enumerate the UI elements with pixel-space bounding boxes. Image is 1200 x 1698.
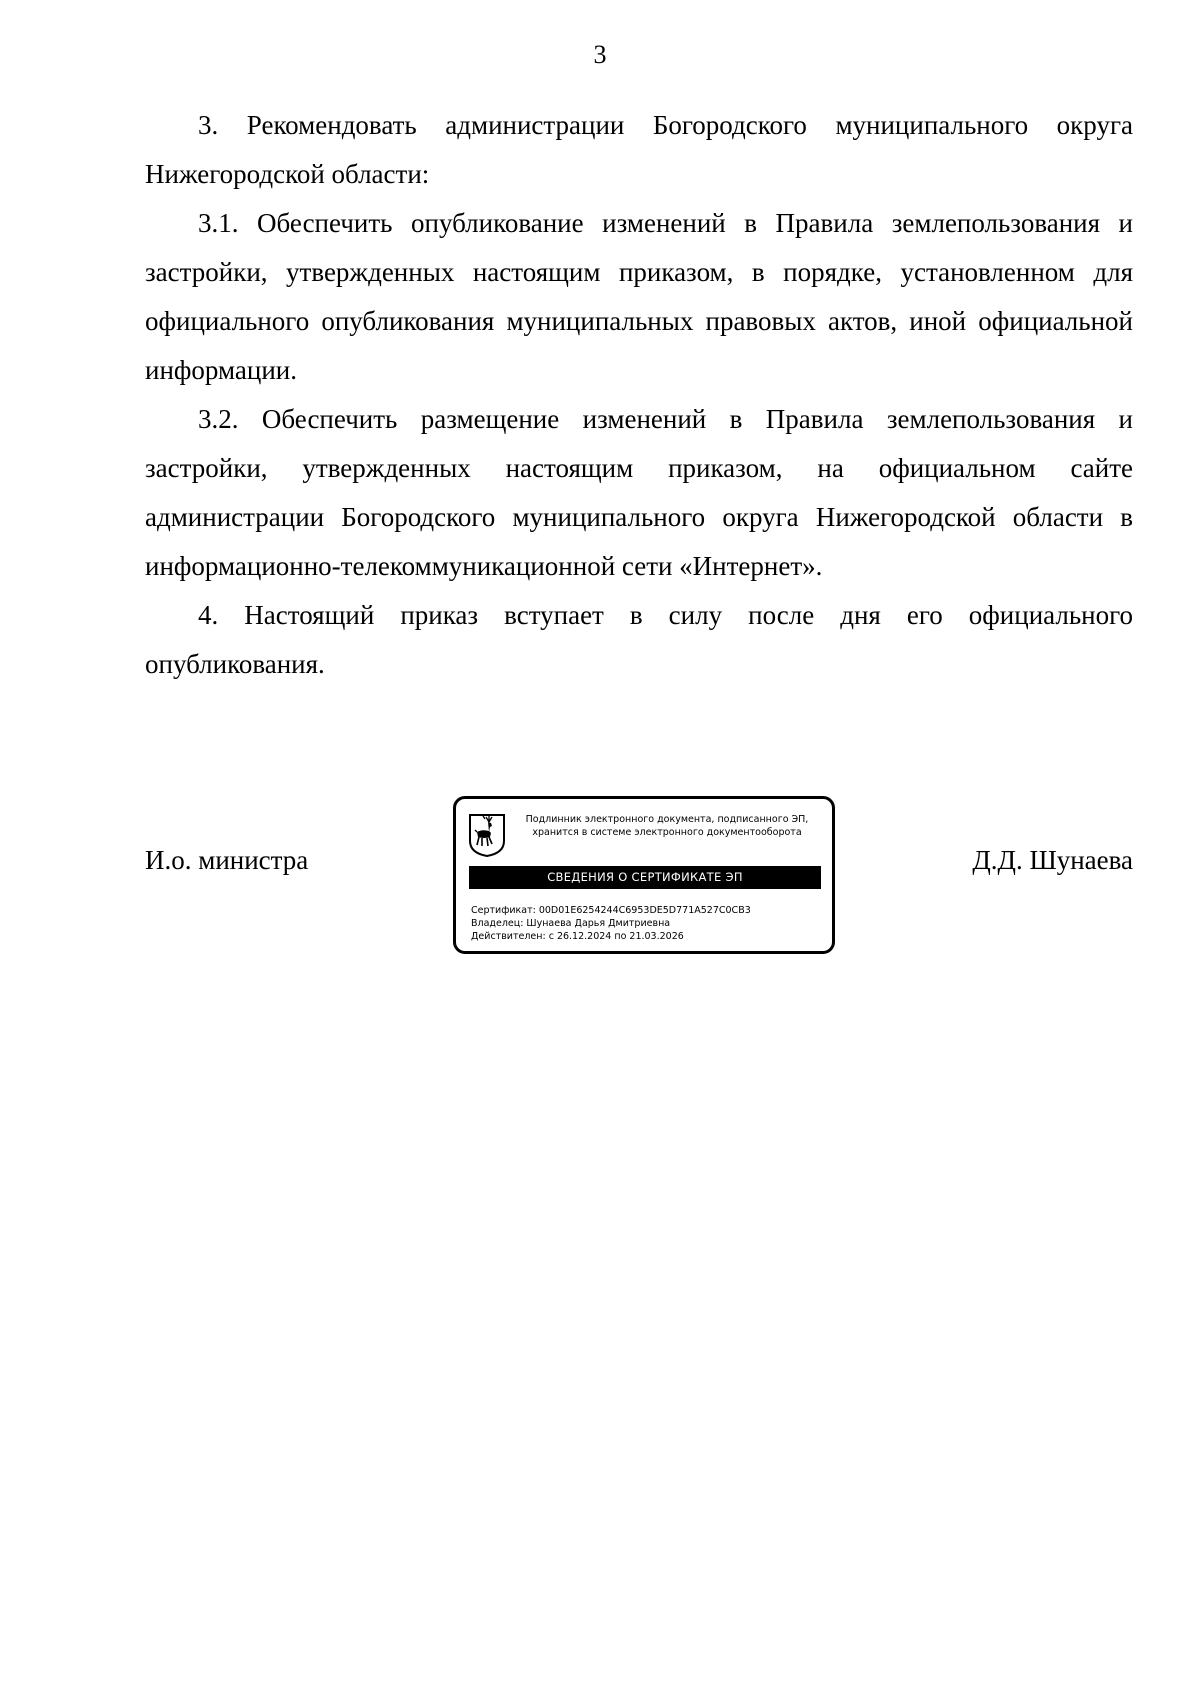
certificate-info-bar: СВЕДЕНИЯ О СЕРТИФИКАТЕ ЭП: [469, 866, 821, 889]
certificate-owner: Владелец: Шунаева Дарья Дмитриевна: [471, 918, 671, 929]
paragraph-3: 3. Рекомендовать администрации Богородского муниципального округа Нижегородской области:: [145, 110, 1133, 189]
signer-title: И.о. министра: [145, 845, 309, 875]
document-body: [145, 101, 1133, 689]
stamp-header-line2: хранится в системе электронного документооборота: [532, 827, 802, 838]
stamp-header-line1: Подлинник электронного документа, подписанного ЭП,: [525, 814, 809, 825]
paragraph-3-1: 3.1. Обеспечить опубликование изменений в Правила землепользования и застройки, утвержденных настоящим приказом, в порядке, установленном для официального опубликования муниципальных правовых актов, иной официальной информации.: [145, 208, 1133, 385]
paragraph-3-2: 3.2. Обеспечить размещение изменений в Правила землепользования и застройки, утвержденных настоящим приказом, на официальном сайте администрации Богородского муниципального округа Нижегородской области в информационно-телекоммуникационной сети «Интернет».: [145, 404, 1133, 581]
certificate-details: [471, 904, 826, 943]
stamp-header: [508, 813, 826, 839]
certificate-number: Сертификат: 00D01E6254244C6953DE5D771A527C0CB3: [471, 905, 751, 916]
electronic-signature-stamp: [453, 796, 835, 954]
certificate-validity: Действителен: с 26.12.2024 по 21.03.2026: [471, 931, 684, 942]
paragraph-4: 4. Настоящий приказ вступает в силу после дня его официального опубликования.: [145, 600, 1133, 679]
deer-coat-of-arms-icon: [468, 813, 506, 857]
signer-name: Д.Д. Шунаева: [972, 845, 1133, 875]
page-number: 3: [593, 40, 607, 69]
